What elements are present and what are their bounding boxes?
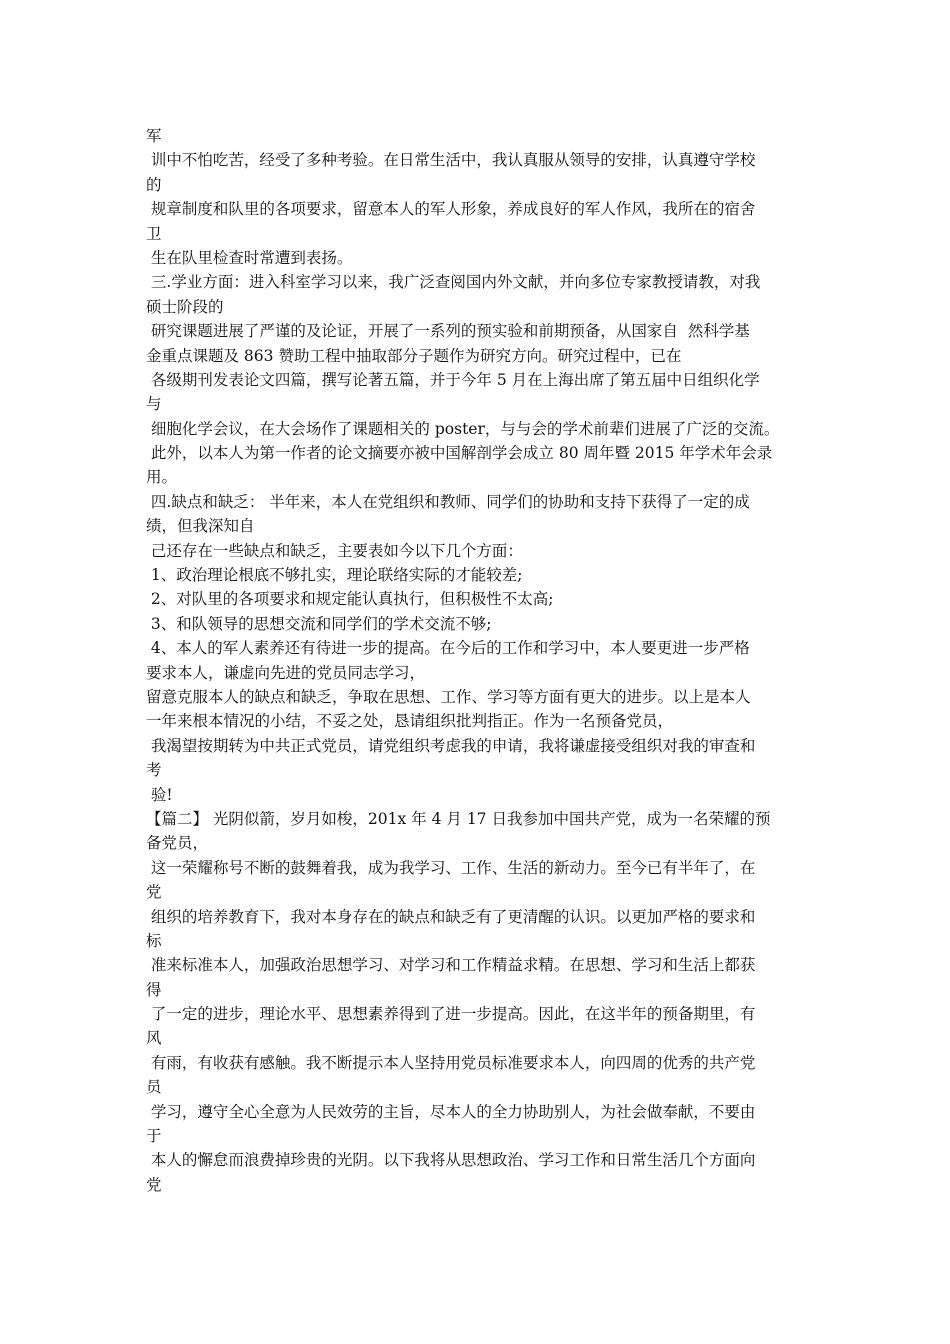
text-line: 金重点课题及 863 赞助工程中抽取部分子题作为研究方向。研究过程中，已在	[146, 346, 682, 365]
text-line: 【篇二】 光阴似箭，岁月如梭，201x 年 4 月 17 日我参加中国共产党，成为一名荣耀的预	[146, 809, 771, 828]
text-line: 训中不怕吃苦，经受了多种考验。在日常生活中，我认真服从领导的安排，认真遵守学校	[146, 151, 756, 170]
text-line: 要求本人，谦虚向先进的党员同志学习，	[146, 663, 426, 682]
text-line: 一年来根本情况的小结，不妥之处，恳请组织批判指正。作为一名预备党员，	[146, 712, 674, 731]
text-line: 3、和队领导的思想交流和同学们的学术交流不够;	[146, 614, 492, 633]
text-line: 党	[146, 1175, 162, 1194]
text-line: 己还存在一些缺点和缺乏，主要表如今以下几个方面：	[146, 541, 523, 560]
text-line: 三.学业方面：进入科室学习以来，我广泛查阅国内外文献，并向多位专家教授请教，对我	[146, 273, 761, 292]
text-line: 考	[146, 761, 162, 780]
text-line: 有雨，有收获有感触。我不断提示本人坚持用党员标准要求本人，向四周的优秀的共产党	[146, 1053, 756, 1072]
text-line: 备党员，	[146, 834, 209, 853]
text-line: 了一定的进步，理论水平、思想素养得到了进一步提高。因此，在这半年的预备期里，有	[146, 1005, 756, 1024]
text-line: 得	[146, 980, 162, 999]
text-line: 2、对队里的各项要求和规定能认真执行，但积极性不太高;	[146, 590, 554, 609]
text-line: 这一荣耀称号不断的鼓舞着我，成为我学习、工作、生活的新动力。至今已有半年了，在	[146, 858, 756, 877]
text-line: 学习，遵守全心全意为人民效劳的主旨，尽本人的全力协助别人，为社会做奉献，不要由	[146, 1102, 756, 1121]
text-line: 用。	[146, 468, 178, 487]
text-line: 绩，但我深知自	[146, 517, 255, 536]
text-line: 与	[146, 395, 162, 414]
text-line: 验!	[146, 785, 173, 804]
text-line: 留意克服本人的缺点和缺乏，争取在思想、工作、学习等方面有更大的进步。以上是本人	[146, 687, 751, 706]
text-line: 四.缺点和缺乏： 半年来，本人在党组织和教师、同学们的协助和支持下获得了一定的成	[146, 492, 750, 511]
text-line: 的	[146, 175, 162, 194]
text-line: 风	[146, 1029, 162, 1048]
text-line: 军	[146, 127, 162, 145]
text-line: 硕士阶段的	[146, 297, 224, 316]
text-line: 4、本人的军人素养还有待进一步的提高。在今后的工作和学习中，本人要更进一步严格	[146, 639, 750, 658]
text-line: 准来标准本人，加强政治思想学习、对学习和工作精益求精。在思想、学习和生活上都获	[146, 956, 756, 975]
text-line: 研究课题进展了严谨的及论证，开展了一系列的预实验和前期预备，从国家自 然科学基	[146, 322, 750, 341]
text-line: 卫	[146, 224, 162, 243]
text-line: 规章制度和队里的各项要求，留意本人的军人形象，养成良好的军人作风，我所在的宿舍	[146, 200, 756, 219]
text-line: 本人的懈怠而浪费掉珍贵的光阴。以下我将从思想政治、学习工作和日常生活几个方面向	[146, 1151, 756, 1170]
text-line: 党	[146, 883, 162, 902]
text-line: 1、政治理论根底不够扎实，理论联络实际的才能较差;	[146, 566, 523, 585]
text-line: 标	[146, 931, 162, 950]
text-line: 于	[146, 1127, 162, 1146]
text-line: 员	[146, 1078, 162, 1097]
text-line: 各级期刊发表论文四篇，撰写论著五篇，并于今年 5 月在上海出席了第五届中日组织化学	[146, 370, 760, 389]
text-line: 生在队里检查时常遭到表扬。	[146, 248, 353, 267]
text-line: 细胞化学会议，在大会场作了课题相关的 poster，与与会的学术前辈们进展了广泛的交流。	[146, 419, 780, 438]
text-line: 组织的培养教育下，我对本身存在的缺点和缺乏有了更清醒的认识。以更加严格的要求和	[146, 907, 756, 926]
text-line: 此外，以本人为第一作者的论文摘要亦被中国解剖学会成立 80 周年暨 2015 年学术年会录	[146, 444, 773, 463]
text-line: 我渴望按期转为中共正式党员，请党组织考虑我的申请，我将谦虚接受组织对我的审查和	[146, 736, 756, 755]
document-body	[146, 124, 810, 1197]
